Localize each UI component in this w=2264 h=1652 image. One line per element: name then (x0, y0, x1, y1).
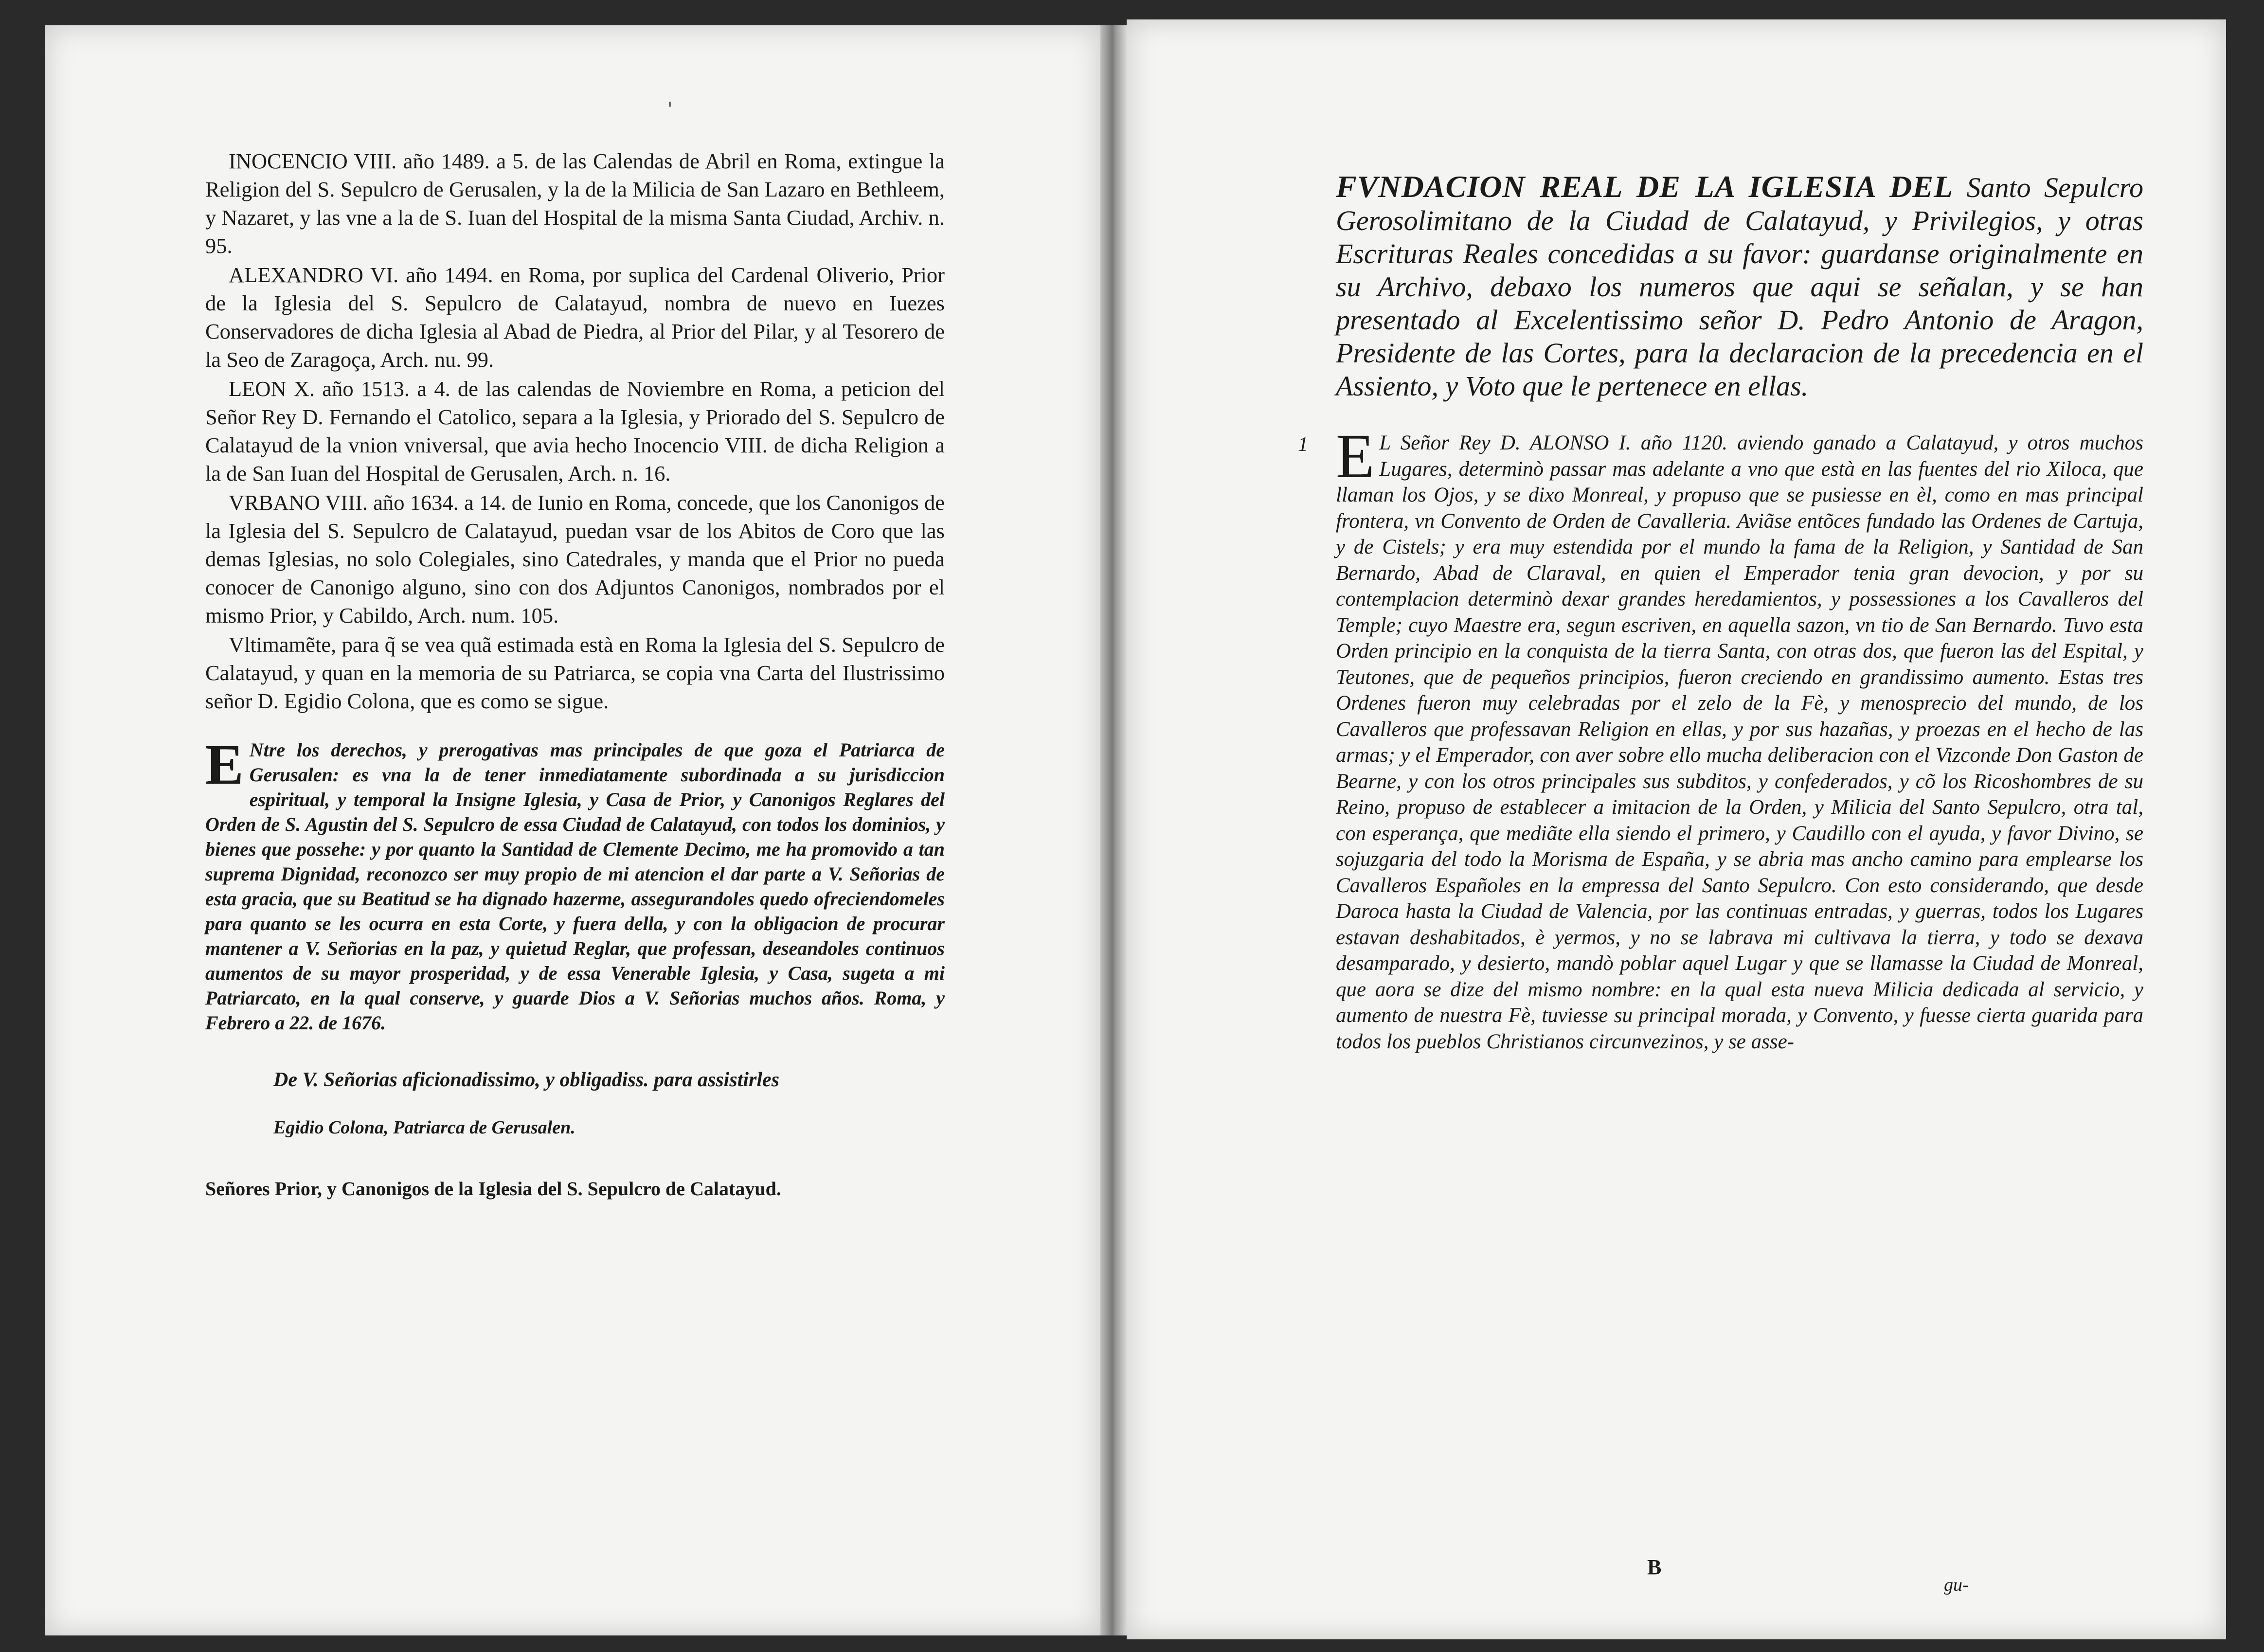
letter-signature: Egidio Colona, Patriarca de Gerusalen. (273, 1117, 575, 1138)
page-title (1336, 170, 2143, 403)
left-column (205, 147, 945, 1200)
letter-block (205, 733, 945, 1035)
paragraph-alexandro: ALEXANDRO VI. año 1494. en Roma, por suplica del Cardenal Oliverio, Prior de la Iglesia del S. Sepulcro de Calatayud, nombra de nuevo en Iuezes Conservadores de dicha Iglesia al Abad de Piedra, al Prior del Pilar, y al Tesorero de la Seo de Zaragoça, Arch. nu. 99. (205, 263, 945, 372)
letter-dropcap: E (205, 733, 244, 796)
right-column (1298, 169, 2144, 1055)
body-dropcap: E (1336, 421, 1375, 491)
letter-closing: De V. Señorias aficionadissimo, y obligadiss. para assistirles (273, 1069, 780, 1091)
letter-address: Señores Prior, y Canonigos de la Iglesia del S. Sepulcro de Calatayud. (205, 1178, 781, 1200)
title-line-1: FVNDACION REAL DE LA IGLESIA DEL (1336, 169, 1954, 204)
paragraph-inocencio: INOCENCIO VIII. año 1489. a 5. de las Calendas de Abril en Roma, extingue la Religion del S. Sepulcro de Gerusalen, y la de la Milicia de San Lazaro en Bethleem, y Nazaret, y las vne a la de S. Iuan del Hospital de la misma Santa Ciudad, Archiv. n. 95. (205, 149, 945, 258)
top-mark: ' (667, 98, 673, 120)
right-page (1127, 19, 2226, 1639)
paragraph-ultimamente: Vltimamẽte, para q̃ se vea quã estimada està en Roma la Iglesia del S. Sepulcro de Calatayud, y quan en la memoria de su Patriarca, se copia vna Carta del Ilustrissimo señor D. Egidio Colona, que es como se sigue. (205, 632, 945, 713)
title-rest: Santo Sepulcro Gerosolimitano de la Ciudad de Calatayud, y Privilegios, y otras Escrituras Reales concedidas a su favor: guardanse originalmente en su Archivo, debaxo los numeros que aqui se señalan, y se han presentado al Excelentissimo señor D. Pedro Antonio de Aragon, Presidente de las Cortes, para la declaracion de la precedencia en el Assiento, y Voto que le pertenece en ellas. (1336, 172, 2144, 402)
body-text: L Señor Rey D. ALONSO I. año 1120. aviendo ganado a Calatayud, y otros muchos Lugares, determinò passar mas adelante a vno que està en las fuentes del rio Xiloca, que llaman los Ojos, y se dixo Monreal, y propuso que se pusiesse en èl, como en mas principal frontera, vn Convento de Orden de Cavalleria. Aviãse entõces fundado las Ordenes de Cartuja, y de Cistels; y era muy estendida por el mundo la fama de la Religion, y Santidad de San Bernardo, Abad de Claraval, en quien el Emperador tenia gran devocion, y por su contemplacion determinò dexar grandes heredamientos, y possessiones a los Cavalleros del Temple; cuyo Maestre era, segun escriven, en aquella sazon, vn tio de San Bernardo. Tuvo esta Orden principio en la conquista de la tierra Santa, con otras dos, que fueron las del Espital, y Teutones, que de pequeños principios, fueron creciendo en grandissimo aumento. Estas tres Ordenes fueron muy celebradas por el zelo de la Fè, y menosprecio del mundo, de los Cavalleros que professavan Religion en ellas, y por sus hazañas, y proezas en el hecho de las armas; y el Emperador, con aver sobre ello mucha deliberacion con el Vizconde Don Gaston de Bearne, y con los otros principales sus subditos, y confederados, y cõ los Ricoshombres de su Reino, propuso de establecer a imitacion de la Orden, y Milicia del Santo Sepulcro, otra tal, con esperança, que mediãte ella siendo el primero, y Caudillo con el ayuda, y favor Divino, se sojuzgaria del todo la Morisma de España, y se abria mas ancho camino para emplearse los Cavalleros Españoles en la empressa del Santo Sepulcro. Con esto considerando, que desde Daroca hasta la Ciudad de Valencia, por las continuas entradas, y guerras, todos los Lugares estavan deshabitados, è yermos, y no se labrava mi cultivava la tierra, y todo se dexava desamparado, y desierto, mandò poblar aquel Lugar y que se llamasse la Ciudad de Monreal, que aora se dize del mismo nombre: en la qual esta nueva Milicia dedicada al servicio, y aumento de nuestra Fè, tuviesse su principal morada, y Convento, y fuesse cierta guarida para todos los pueblos Christianos circunvezinos, y se asse- (1336, 431, 2143, 1053)
paragraph-number: 1 (1298, 433, 1308, 456)
book-gutter (1100, 25, 1127, 1635)
left-page (45, 25, 1100, 1635)
signature-mark: B (1647, 1555, 1662, 1579)
body-paragraph (1298, 421, 2143, 1055)
letter-text: Ntre los derechos, y prerogativas mas principales de que goza el Patriarca de Gerusalen: es vna la de tener inmediatamente subordinada a su jurisdiccion espiritual, y temporal la Insigne Iglesia, y Casa de Prior, y Canonigos Reglares del Orden de S. Agustin del S. Sepulcro de essa Ciudad de Calatayud, con todos los dominios, y bienes que possehe: y por quanto la Santidad de Clemente Decimo, me ha promovido a tan suprema Dignidad, reconozco ser muy propio de mi atencion el dar parte a V. Señorias de esta gracia, que su Beatitud se ha dignado hazerme, assegurandoles quedo ofreciendomeles para quanto se les ocurra en esta Corte, y fuera della, y con la obligacion de procurar mantener a V. Señorias en la paz, y quietud Reglar, que professan, deseandoles continuos aumentos de su mayor prosperidad, y de essa Venerable Iglesia, y Casa, sugeta a mi Patriarcato, en la qual conserve, y guarde Dios a V. Señorias muchos años. Roma, y Febrero a 22. de 1676. (205, 739, 945, 1034)
catchword: gu- (1944, 1575, 1969, 1595)
paragraph-urbano: VRBANO VIII. año 1634. a 14. de Iunio en Roma, concede, que los Canonigos de la Iglesia del S. Sepulcro de Calatayud, puedan vsar de los Abitos de Coro que las demas Iglesias, no solo Colegiales, sino Catedrales, y manda que el Prior no pueda conocer de Canonigo alguno, sino con dos Adjuntos Canonigos, nombrados por el mismo Prior, y Cabildo, Arch. num. 105. (205, 490, 945, 628)
paragraph-leon: LEON X. año 1513. a 4. de las calendas de Noviembre en Roma, a peticion del Señor Rey D. Fernando el Catolico, separa a la Iglesia, y Priorado del S. Sepulcro de Calatayud de la vnion vniversal, que avia hecho Inocencio VIII. de dicha Religion a la de San Iuan del Hospital de Gerusalen, Arch. n. 16. (205, 377, 945, 485)
